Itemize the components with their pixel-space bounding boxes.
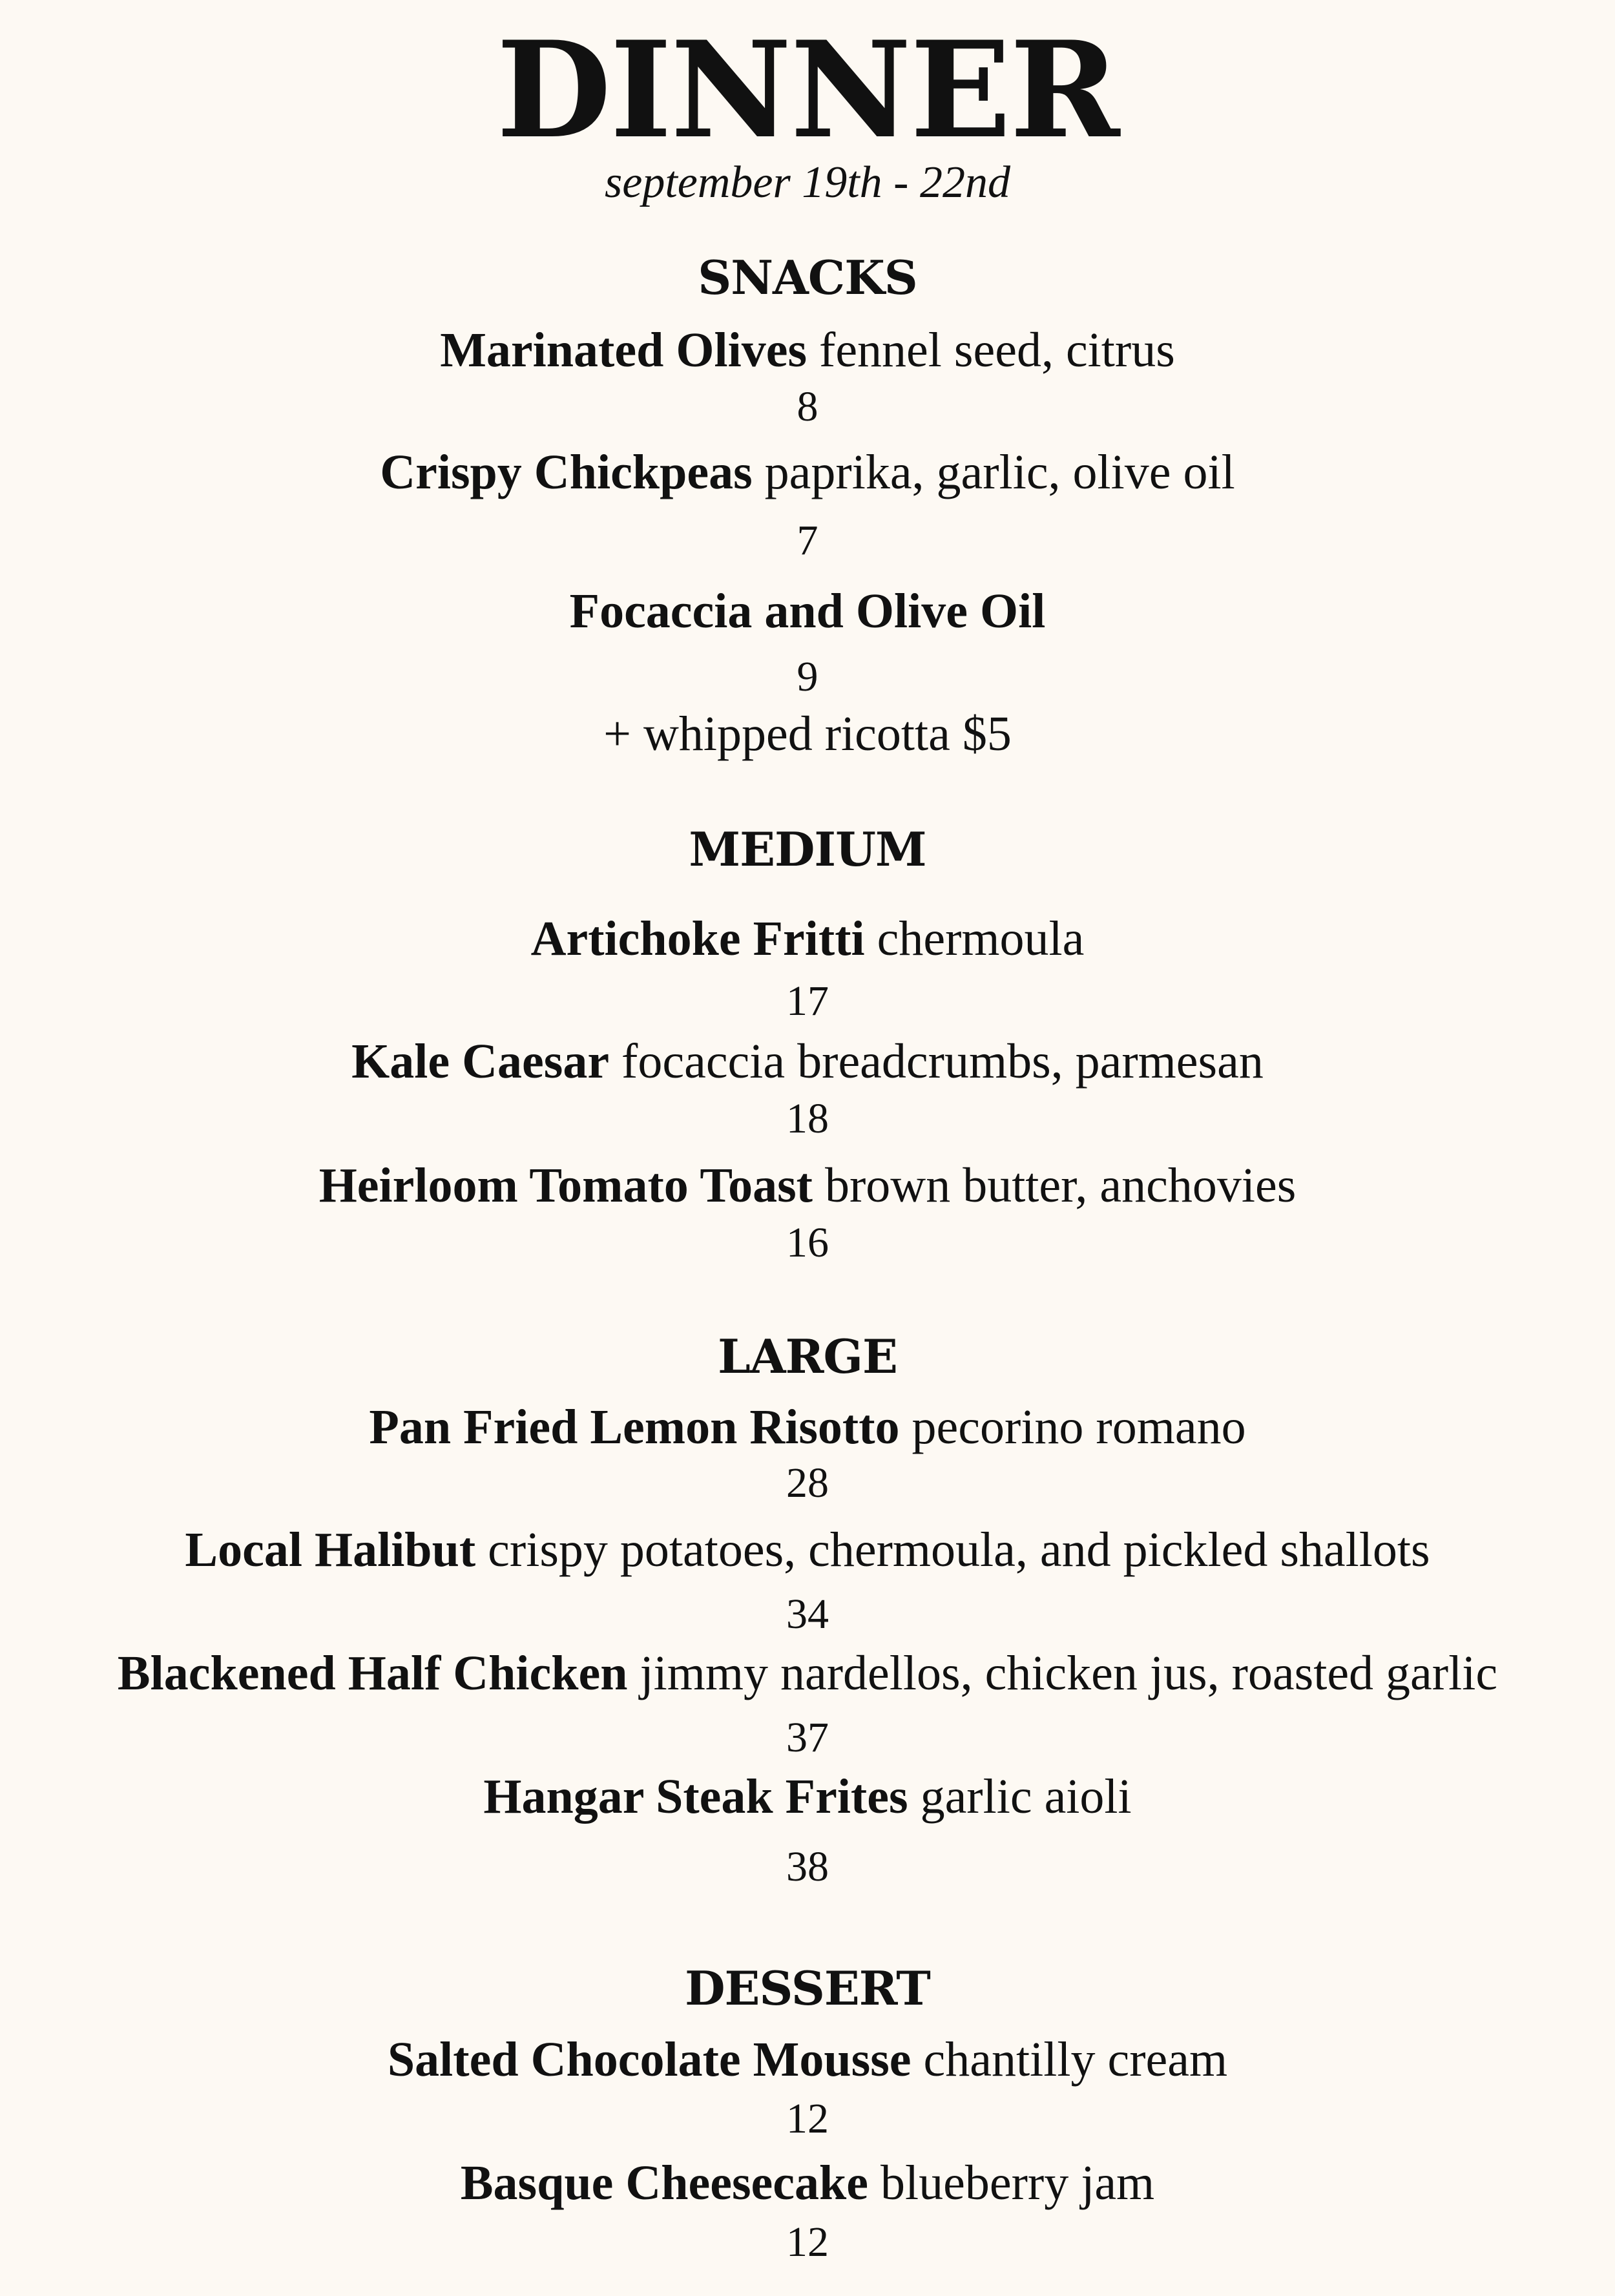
section-heading-large: LARGE [718,1329,897,1384]
section-heading-snacks: SNACKS [698,250,917,305]
item-name: Heirloom Tomato Toast [318,1158,813,1213]
item-description: chermoula [877,912,1085,966]
item-price: 34 [786,1591,829,1638]
item-name: Hangar Steak Frites [483,1769,908,1824]
item-price: 16 [786,1219,829,1266]
item-description: jimmy nardellos, chicken jus, roasted garlic [640,1646,1498,1700]
item-name: Local Halibut [185,1523,476,1577]
item-name: Artichoke Fritti [530,912,865,966]
menu-item [0,909,1615,968]
item-name: Basque Cheesecake [460,2156,869,2210]
item-name: Crispy Chickpeas [380,445,753,499]
item-price: 18 [786,1095,829,1142]
menu-item [0,1397,1615,1457]
item-description: chantilly cream [923,2032,1228,2087]
item-description: blueberry jam [880,2156,1155,2210]
item-description: pecorino romano [912,1400,1246,1454]
menu-item [0,320,1615,380]
item-description: focaccia breadcrumbs, parmesan [621,1034,1264,1089]
item-description: garlic aioli [920,1769,1132,1824]
menu-item [0,1032,1615,1091]
section-heading-dessert: DESSERT [685,1961,930,2016]
item-name: Focaccia and Olive Oil [569,584,1046,638]
menu-item [0,1767,1615,1826]
item-price: 17 [786,977,829,1025]
menu-title: DINNER [496,13,1119,168]
item-price: 28 [786,1459,829,1507]
item-description: crispy potatoes, chermoula, and pickled shallots [488,1523,1430,1577]
menu-item [0,1644,1615,1703]
item-addon: + whipped ricotta $5 [603,707,1012,761]
item-name: Blackened Half Chicken [117,1646,628,1700]
item-price: 9 [797,653,818,700]
menu-item [0,2153,1615,2213]
menu-dates: september 19th - 22nd [605,158,1010,207]
item-price: 38 [786,1843,829,1890]
item-description: brown butter, anchovies [825,1158,1297,1213]
item-price: 7 [797,517,818,564]
menu-item [0,1156,1615,1215]
menu-item [0,2030,1615,2089]
item-price: 8 [797,383,818,430]
section-heading-medium: MEDIUM [689,822,926,877]
item-description: fennel seed, citrus [819,323,1175,377]
item-description: paprika, garlic, olive oil [764,445,1235,499]
item-price: 37 [786,1714,829,1761]
menu-item [0,1520,1615,1580]
item-name: Salted Chocolate Mousse [387,2032,912,2087]
item-price: 12 [786,2095,829,2142]
item-name: Pan Fried Lemon Risotto [369,1400,900,1454]
item-price: 12 [786,2218,829,2266]
menu-item [0,443,1615,502]
item-name: Marinated Olives [440,323,808,377]
menu-item [0,581,1615,641]
item-name: Kale Caesar [351,1034,610,1089]
